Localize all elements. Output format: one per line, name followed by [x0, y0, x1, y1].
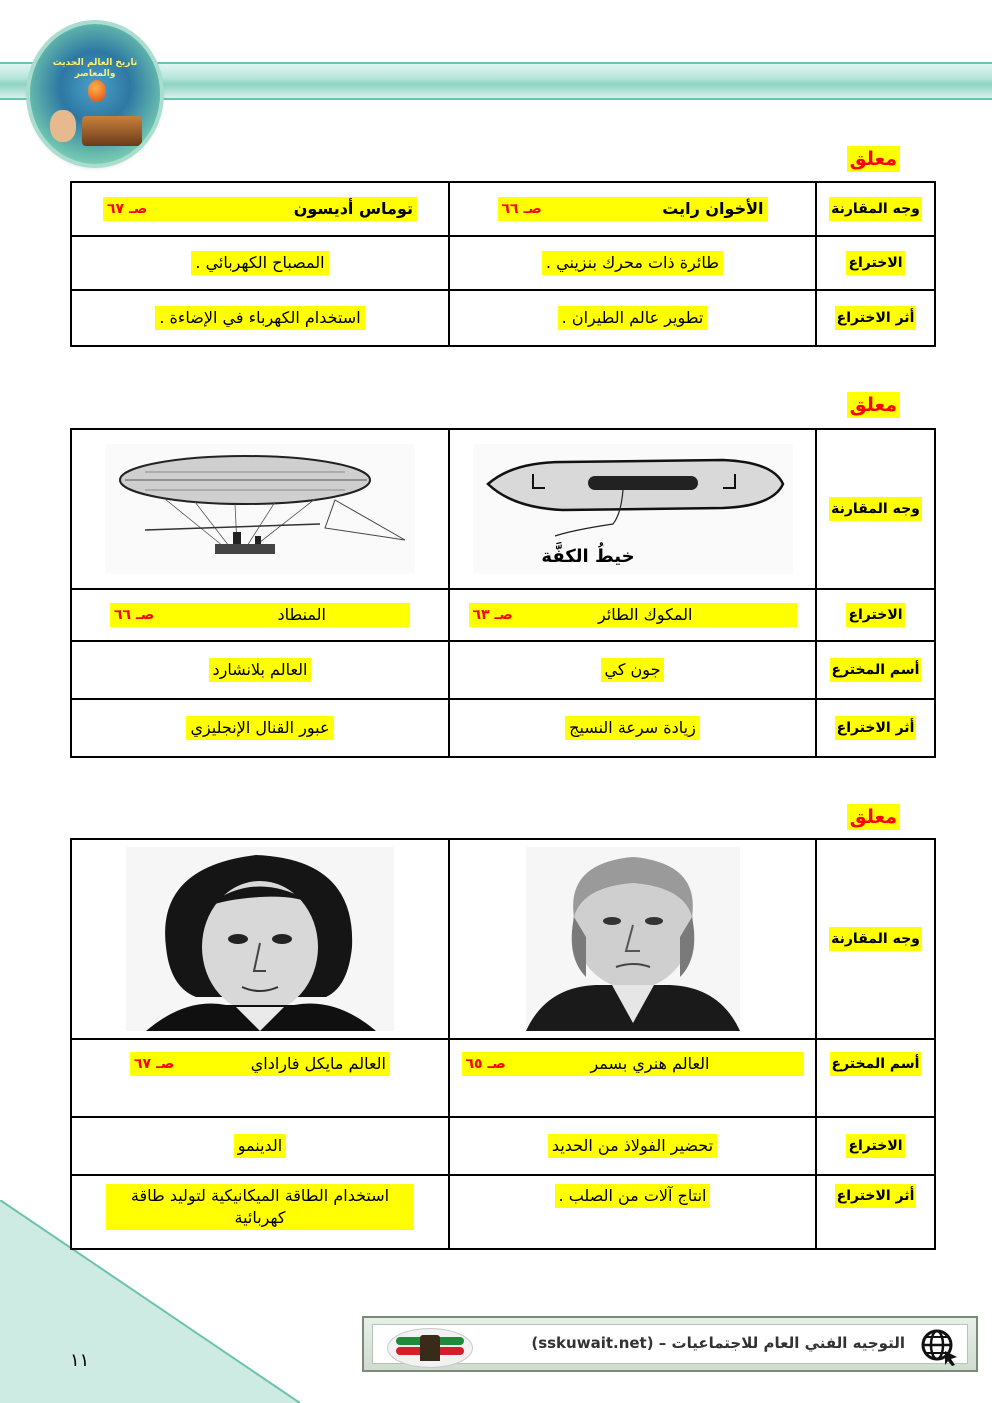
table-cell: [449, 1039, 816, 1117]
cell-text: المكوك الطائر: [597, 605, 693, 624]
table-cell: [449, 236, 816, 290]
cell-text: المنطاد: [277, 605, 326, 624]
table-cell: [449, 182, 816, 236]
comparison-table: [70, 838, 936, 1250]
row-label: أسم المخترع: [830, 1052, 922, 1076]
table-cell: [71, 1175, 449, 1249]
page-reference: صـ ٦٥: [465, 1056, 506, 1072]
page-number: ١١: [70, 1350, 90, 1371]
footer-text: التوجيه الفني العام للاجتماعيات – (sskuwait.net): [531, 1334, 905, 1352]
row-header: [816, 1039, 935, 1117]
airship-image: [105, 444, 415, 574]
page-reference: صـ ٦٦: [114, 607, 155, 623]
highlight: [498, 197, 768, 221]
row-header: [816, 589, 935, 641]
logo-text: تاريخ العالم الحديث والمعاصر: [52, 58, 138, 79]
table-cell: [449, 699, 816, 757]
page-reference: صـ ٦٦: [501, 201, 542, 217]
comparison-table: [70, 428, 936, 758]
table-cell: [449, 589, 816, 641]
row-header: [816, 641, 935, 699]
table-cell: [71, 699, 449, 757]
highlight: [469, 603, 797, 627]
page-reference: صـ ٦٧: [107, 201, 148, 217]
section-title: معلق: [847, 804, 900, 830]
table-cell: [71, 290, 449, 346]
cell-text: المصباح الكهربائي .: [191, 251, 328, 275]
faraday-portrait: [126, 847, 394, 1031]
shuttle-caption: خيطُ الكفَّة: [540, 546, 635, 567]
row-label: الاختراع: [846, 251, 904, 275]
page-reference: صـ ٦٣: [472, 607, 513, 623]
highlight: [110, 603, 410, 627]
row-header: [816, 429, 935, 589]
cell-text: الدينمو: [234, 1134, 287, 1158]
cell-text: تحضير الفولاذ من الحديد: [548, 1134, 717, 1158]
row-label: أثر الاختراع: [835, 1184, 917, 1208]
row-header: [816, 699, 935, 757]
section-title: معلق: [847, 146, 900, 172]
table-cell: [449, 1117, 816, 1175]
cell-text: طائرة ذات محرك بنزيني .: [542, 251, 723, 275]
footer-inner: [372, 1324, 968, 1364]
table-cell: [449, 1175, 816, 1249]
row-header: [816, 236, 935, 290]
table-cell: [71, 236, 449, 290]
cell-text: زيادة سرعة النسيج: [565, 716, 700, 740]
table-cell: [449, 290, 816, 346]
page-reference: صـ ٦٧: [134, 1056, 175, 1072]
footer-bar: [362, 1316, 978, 1372]
row-label: وجه المقارنة: [829, 497, 922, 521]
cell-text: استخدام الكهرباء في الإضاءة .: [155, 306, 364, 330]
ministry-emblem: [387, 1328, 473, 1368]
balloon-icon: [88, 80, 106, 102]
cell-text: العالم بلانشارد: [209, 658, 312, 682]
row-label: أسم المخترع: [830, 658, 922, 682]
highlight: [103, 197, 417, 221]
comparison-table: [70, 181, 936, 347]
cell-text: استخدام الطاقة الميكانيكية لتوليد طاقة كهربائية: [106, 1184, 414, 1230]
row-header: [816, 1175, 935, 1249]
cell-text: تطوير عالم الطيران .: [558, 306, 708, 330]
table-cell: [71, 1039, 449, 1117]
emblem-gate: [420, 1335, 440, 1361]
table-cell: [71, 839, 449, 1039]
cell-text: عبور القنال الإنجليزي: [186, 716, 333, 740]
row-label: وجه المقارنة: [829, 927, 922, 951]
row-label: الاختراع: [846, 1134, 904, 1158]
portrait-icon: [50, 110, 76, 142]
cell-text: جون كي: [601, 658, 665, 682]
row-header: [816, 290, 935, 346]
row-label: أثر الاختراع: [835, 306, 917, 330]
cell-text: العالم مايكل فاراداي: [250, 1054, 386, 1073]
table-cell: [71, 1117, 449, 1175]
cell-text: انتاج آلات من الصلب .: [555, 1184, 711, 1208]
row-label: أثر الاختراع: [835, 716, 917, 740]
inventor-name: توماس أديسون: [293, 199, 413, 218]
table-cell: [449, 839, 816, 1039]
section-title: معلق: [847, 392, 900, 418]
table-cell: [71, 641, 449, 699]
table-cell: [71, 182, 449, 236]
row-header: [816, 839, 935, 1039]
row-label: وجه المقارنة: [829, 197, 922, 221]
inventor-name: الأخوان رايت: [662, 199, 764, 218]
scene-icon: [82, 116, 142, 146]
table-cell: [449, 429, 816, 589]
row-header: [816, 182, 935, 236]
highlight: [130, 1052, 390, 1076]
globe-cursor-icon[interactable]: [919, 1327, 959, 1367]
row-header: [816, 1117, 935, 1175]
table-cell: [71, 589, 449, 641]
bessemer-portrait: [526, 847, 740, 1031]
table-cell: [449, 641, 816, 699]
flying-shuttle-image: [473, 444, 793, 574]
table-cell: [71, 429, 449, 589]
cell-text: العالم هنري بسمر: [590, 1054, 710, 1073]
highlight: [462, 1052, 804, 1076]
row-label: الاختراع: [846, 603, 904, 627]
book-logo: [30, 24, 160, 164]
